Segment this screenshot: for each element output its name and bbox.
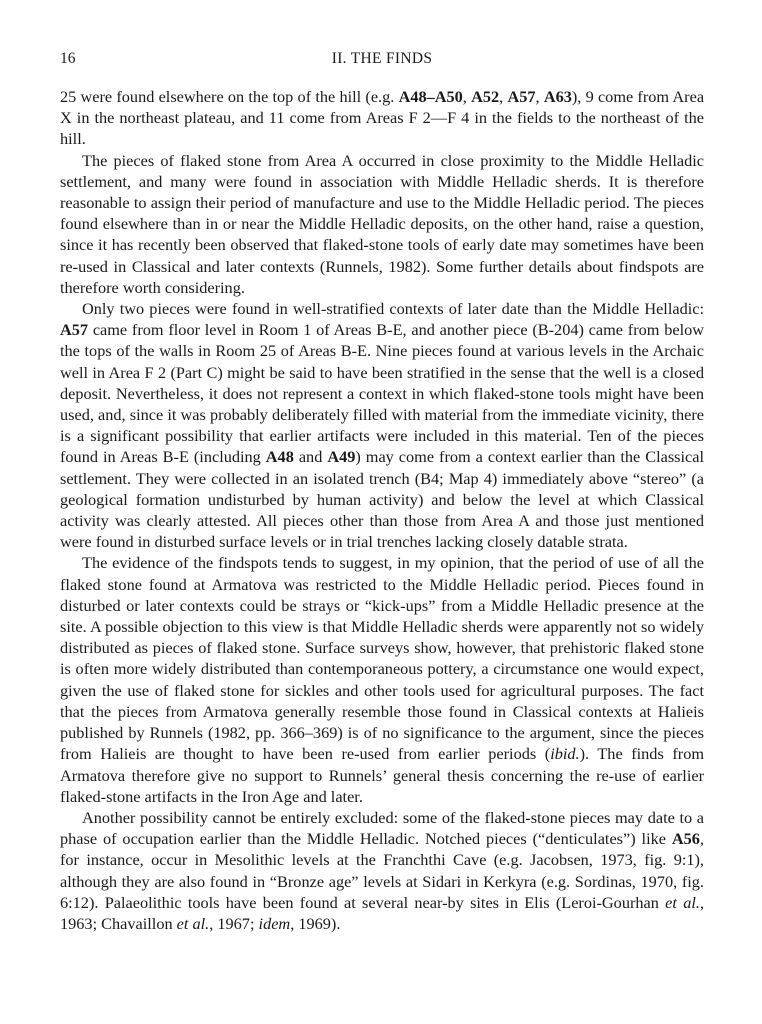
text-run: ). The finds from Armatova therefore give no support to Runnels’ general thesis concerning the re-use of earlier flaked-stone artifacts in the Iron Age and later. [60,744,704,806]
running-head: II. THE FINDS [331,50,433,67]
text-run: The evidence of the findspots tends to suggest, in my opinion, that the period of use of all the flaked stone found at Armatova was restricted to the Middle Helladic period. Pieces found in disturbed or later contexts could be strays or “kick-ups” from a Middle Helladic presence at the site. A possible objection to this view is that Middle Helladic sherds were apparently not so widely distributed as pieces of flaked stone. Surface surveys show, however, that prehistoric flaked stone is often more widely distributed than contemporaneous pottery, a circumstance one would expect, given the use of flaked stone for sickles and other tools used for agricultural purposes. The fact that the pieces from Armatova generally resemble those found in Classical contexts at Halieis published by Runnels (1982, pp. 366–369) is of no significance to the argument, since the pieces from Halieis are thought to have been re-used from earlier periods ( [60,553,704,764]
catalogue-ref: A52 [471,87,500,106]
text-run: The pieces of flaked stone from Area A occurred in close proximity to the Middle Helladic settlement, and many were found in association with Middle Helladic sherds. It is therefore reasonable to assign their period of manufacture and use to the Middle Helladic period. The pieces found elsewhere than in or near the Middle Helladic deposits, on the other hand, raise a question, since it has recently been observed that flaked-stone tools of early date may sometimes have been re-used in Classical and later contexts (Runnels, 1982). Some further details about findspots are therefore worth considering. [60,150,704,297]
page-number: 16 [60,50,76,67]
text-run: , 1963; Chavaillon [60,892,705,933]
catalogue-ref: A48–A50 [398,87,463,106]
paragraph [60,150,704,298]
text-run: Another possibility cannot be entirely excluded: some of the flaked-stone pieces may date to a phase of occupation earlier than the Middle Helladic. Notched pieces (“denticulates”) like [60,807,704,849]
italic-text: idem [258,913,291,933]
text-run: Only two pieces were found in well-stratified contexts of later date than the Middle Helladic: [82,299,704,319]
paragraph [60,807,704,934]
paragraph [60,86,704,150]
text-run: and [293,447,328,467]
paragraph [60,298,704,552]
italic-text: ibid. [550,744,580,764]
catalogue-ref: A49 [327,447,356,467]
catalogue-ref: A57 [507,87,536,106]
text-run: ) may come from a context earlier than the Classical settlement. They were collected in an isolated trench (B4; Map 4) immediately above “stereo” (a geological formation undisturbed by human activity) and below the level at which Classical activity was clearly attested. All pieces other than those from Area A and those just mentioned were found in disturbed surface levels or in trial trenches lacking closely datable strata. [60,447,705,552]
text-run: , 1969). [290,913,341,933]
text-run: 25 were found elsewhere on the top of the hill (e.g. [60,87,399,106]
text-run: came from floor level in Room 1 of Areas B-E, and another piece (B-204) came from below the tops of the walls in Room 25 of Areas B-E. Nine pieces found at various levels in the Archaic well in Area F 2 (Part C) might be said to have been stratified in the sense that the well is a closed deposit. Nevertheless, it does not represent a context in which flaked-stone tools might have been used, and, since it was probably deliberately filled with material from the immediate vicinity, there is a significant possibility that earlier artifacts were included in this material. Ten of the pieces found in Areas B-E (including [60,320,704,467]
text-run: , [462,87,472,106]
italic-text: et al. [665,892,700,912]
catalogue-ref: A56 [671,829,700,849]
text-run: , for instance, occur in Mesolithic levels at the Franchthi Cave (e.g. Jacobsen, 1973, fig. 9:1), although they are also found in “Bronze age” levels at Sidari in Kerkyra (e.g. Sordinas, 1970, fig. 6:12). Palaeolithic tools have been found at several near-by sites in Elis (Leroi-Gourhan [60,829,704,912]
catalogue-ref: A48 [265,447,294,467]
paragraph [60,552,704,806]
text-run: , 1967; [209,913,259,933]
text-run: , [535,87,544,106]
catalogue-ref: A63 [543,87,572,106]
body-text [60,86,704,934]
catalogue-ref: A57 [60,320,89,340]
text-run: ), 9 come from Area X in the northeast plateau, and 11 come from Areas F 2—F 4 in the fields to the northeast of the hill. [60,87,705,149]
text-run: , [499,87,508,106]
italic-text: et al. [176,913,210,933]
page-header [60,50,704,72]
